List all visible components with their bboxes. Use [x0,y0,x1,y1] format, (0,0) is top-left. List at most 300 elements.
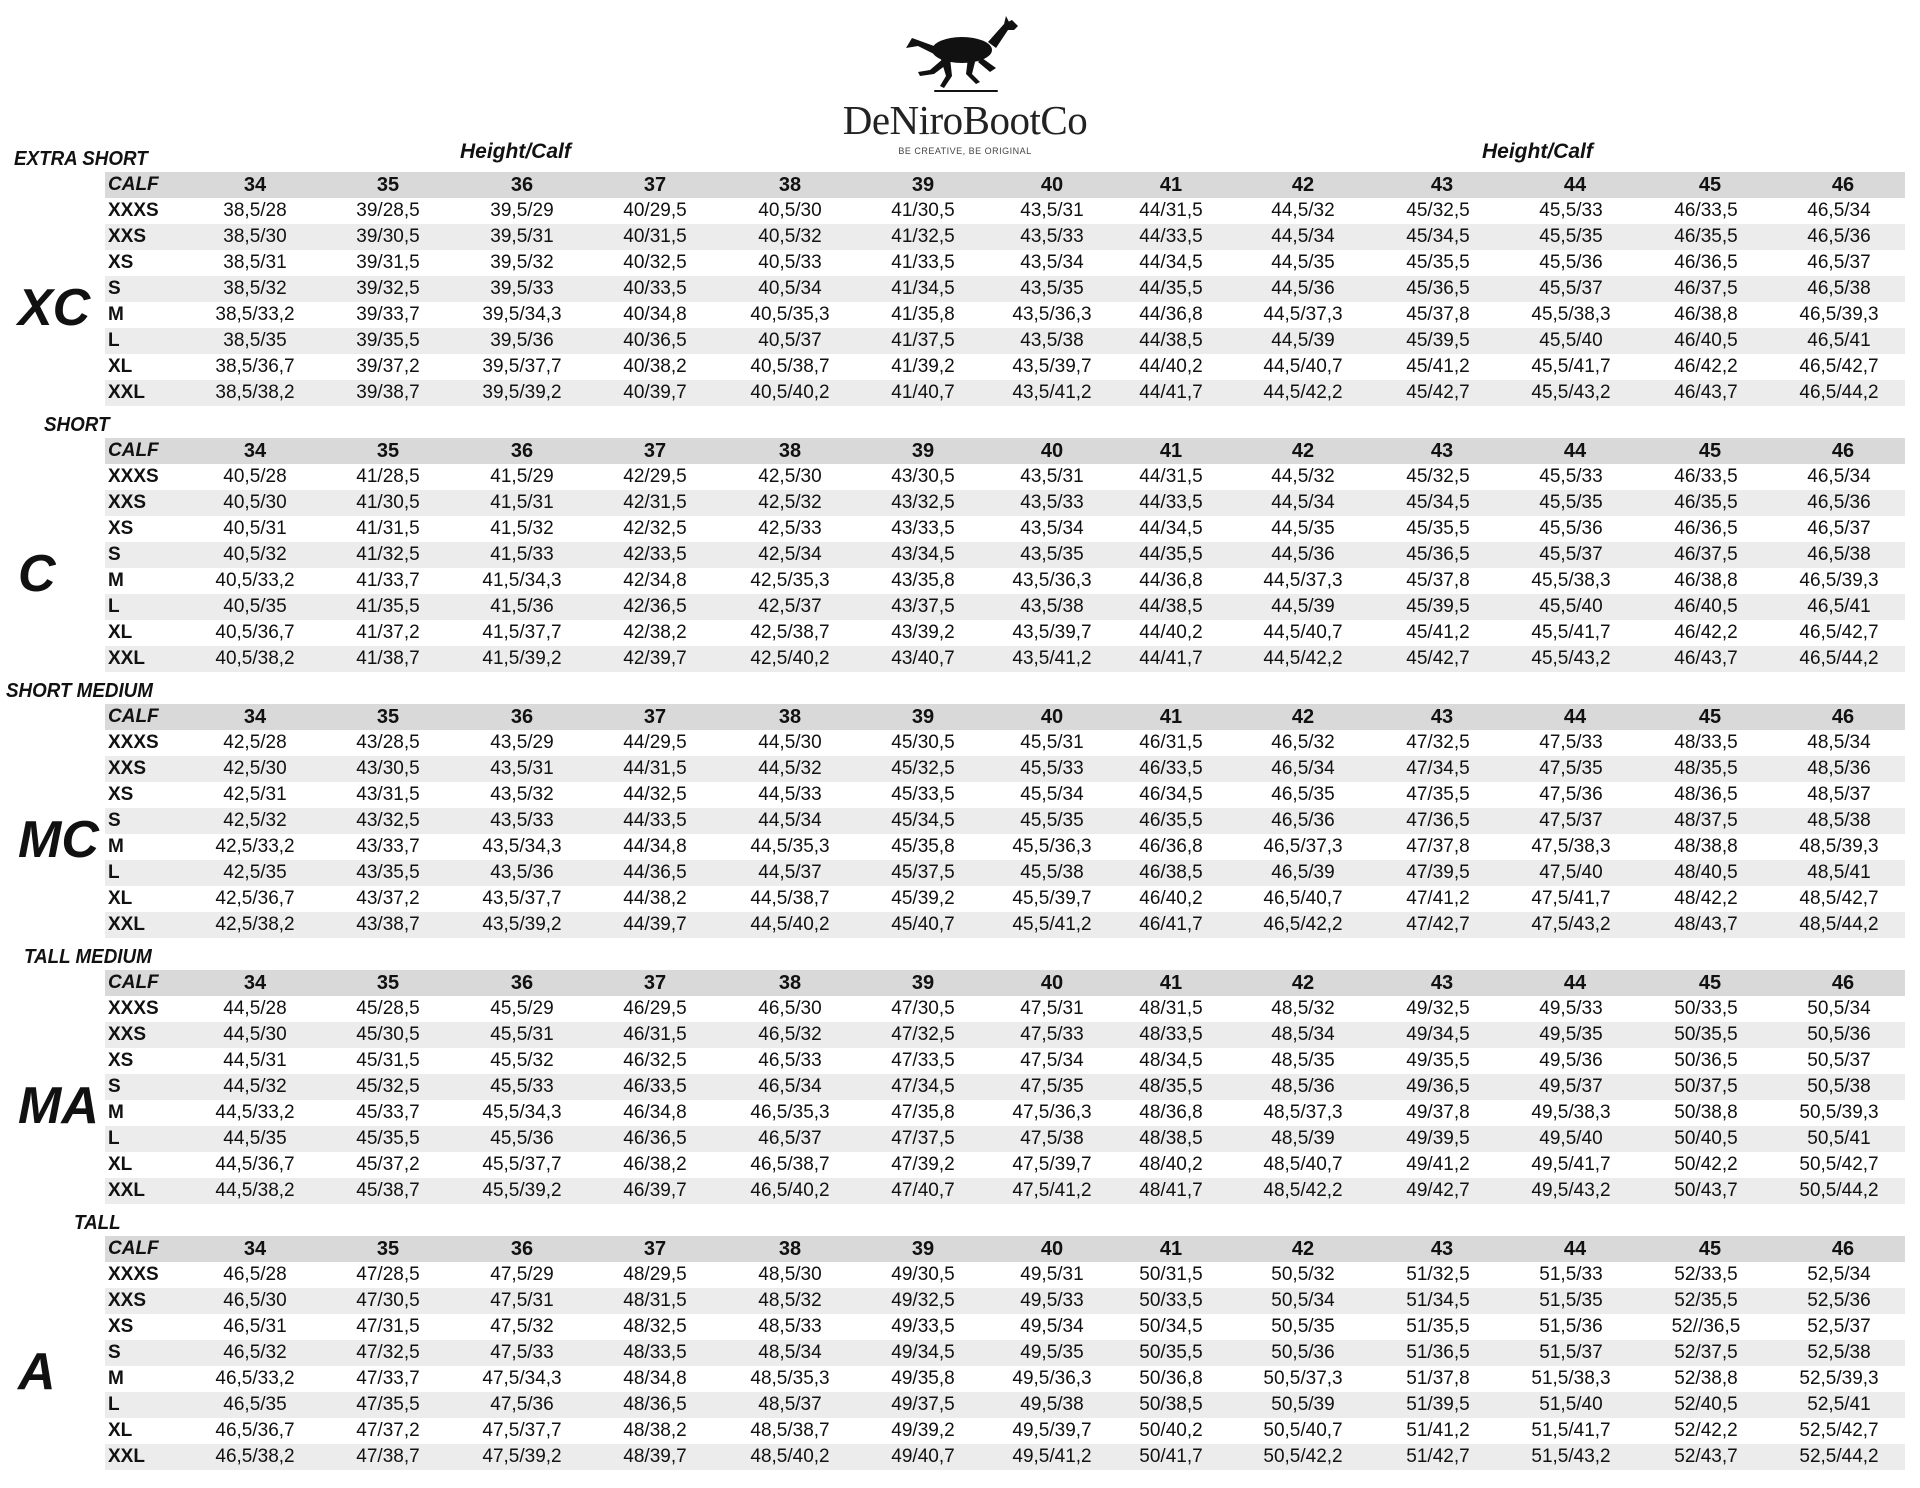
shoe-size-header: 39 [911,174,935,196]
size-label: M [108,836,124,857]
table-cell: 47/37,8 [1406,836,1470,857]
table-cell: 50/40,5 [1674,1128,1738,1149]
table-cell: 45/35,5 [1406,252,1470,273]
table-cell: 46,5/40,2 [750,1180,830,1201]
table-cell: 42/32,5 [623,518,687,539]
table-cell: 46/43,7 [1674,648,1738,669]
table-cell: 50/36,8 [1139,1368,1203,1389]
table-cell: 42,5/35,3 [750,570,830,591]
table-row [105,1074,1905,1100]
table-cell: 44/36,8 [1139,304,1203,325]
shoe-size-header: 39 [911,440,935,462]
table-cell: 47/28,5 [356,1264,420,1285]
table-cell: 50,5/44,2 [1799,1180,1879,1201]
table-cell: 45/30,5 [356,1024,420,1045]
table-cell: 48/31,5 [623,1290,687,1311]
table-cell: 50,5/41 [1807,1128,1871,1149]
size-label: XXS [108,758,147,779]
table-cell: 43,5/34,3 [482,836,562,857]
brand-logo [820,8,1110,158]
table-cell: 38,5/36,7 [215,356,295,377]
table-cell: 51,5/40 [1539,1394,1603,1415]
table-cell: 46/36,5 [623,1128,687,1149]
section-xc [0,148,1920,414]
table-cell: 43/31,5 [356,784,420,805]
table-row [105,198,1905,224]
table-cell: 49/37,5 [891,1394,955,1415]
table-cell: 44,5/35 [223,1128,287,1149]
table-cell: 45,5/34 [1020,784,1084,805]
table-cell: 52,5/34 [1807,1264,1871,1285]
table-cell: 51/42,7 [1406,1446,1470,1467]
table-cell: 42,5/37 [758,596,822,617]
size-label: L [108,1128,120,1149]
table-cell: 40,5/33,2 [215,570,295,591]
table-cell: 45/42,7 [1406,382,1470,403]
table-cell: 51/37,8 [1406,1368,1470,1389]
table-cell: 40,5/35,3 [750,304,830,325]
table-cell: 47/36,5 [1406,810,1470,831]
table-cell: 52,5/36 [1807,1290,1871,1311]
table-cell: 42/29,5 [623,466,687,487]
table-cell: 48/33,5 [623,1342,687,1363]
table-cell: 44,5/36 [1271,544,1335,565]
table-cell: 44,5/39 [1271,596,1335,617]
table-cell: 46/35,5 [1674,226,1738,247]
size-label: XS [108,1050,134,1071]
table-cell: 46,5/39,3 [1799,304,1879,325]
table-cell: 44/31,5 [1139,200,1203,221]
table-cell: 47/41,2 [1406,888,1470,909]
table-cell: 49,5/36,3 [1012,1368,1092,1389]
table-cell: 48/37,5 [1674,810,1738,831]
table-cell: 46,5/39 [1271,862,1335,883]
table-row [105,860,1905,886]
table-cell: 46/38,2 [623,1154,687,1175]
table-cell: 44,5/42,2 [1263,382,1343,403]
table-row [105,1392,1905,1418]
table-cell: 41/32,5 [356,544,420,565]
table-cell: 48/31,5 [1139,998,1203,1019]
size-label: XXL [108,382,145,403]
table-cell: 46,5/31 [223,1316,287,1337]
table-cell: 49,5/33 [1539,998,1603,1019]
table-cell: 47/40,7 [891,1180,955,1201]
table-cell: 46,5/28 [223,1264,287,1285]
table-row [105,1288,1905,1314]
table-cell: 46/37,5 [1674,544,1738,565]
table-cell: 51,5/43,2 [1531,1446,1611,1467]
table-cell: 45,5/35 [1539,226,1603,247]
table-cell: 48,5/40,2 [750,1446,830,1467]
table-cell: 43,5/41,2 [1012,382,1092,403]
table-cell: 45/37,8 [1406,570,1470,591]
table-cell: 42,5/40,2 [750,648,830,669]
table-cell: 39/28,5 [356,200,420,221]
table-cell: 46/33,5 [1674,200,1738,221]
size-label: XXXS [108,732,159,753]
table-cell: 44,5/30 [758,732,822,753]
table-cell: 44/29,5 [623,732,687,753]
table-cell: 40/29,5 [623,200,687,221]
size-label: XS [108,784,134,805]
table-row [105,276,1905,302]
section-ma [0,946,1920,1212]
table-cell: 46/29,5 [623,998,687,1019]
table-cell: 45/32,5 [891,758,955,779]
table-cell: 45/36,5 [1406,278,1470,299]
shoe-size-header: 43 [1430,1238,1454,1260]
table-cell: 46,5/36,7 [215,1420,295,1441]
table-cell: 45,5/41,7 [1531,356,1611,377]
table-cell: 52/40,5 [1674,1394,1738,1415]
table-cell: 40/39,7 [623,382,687,403]
table-cell: 46,5/30 [223,1290,287,1311]
table-cell: 47,5/29 [490,1264,554,1285]
table-cell: 48/36,5 [1674,784,1738,805]
section-c [0,414,1920,680]
table-cell: 40,5/35 [223,596,287,617]
shoe-size-header: 46 [1831,1238,1855,1260]
table-cell: 46/42,2 [1674,356,1738,377]
shoe-size-header: 42 [1291,174,1315,196]
shoe-size-header: 43 [1430,706,1454,728]
table-cell: 44/32,5 [623,784,687,805]
table-cell: 50/36,5 [1674,1050,1738,1071]
table-cell: 46,5/34 [1271,758,1335,779]
table-cell: 40,5/38,7 [750,356,830,377]
table-cell: 47,5/39,7 [1012,1154,1092,1175]
size-label: XXL [108,1446,145,1467]
table-row [105,328,1905,354]
table-cell: 40,5/38,2 [215,648,295,669]
table-cell: 52/42,2 [1674,1420,1738,1441]
table-cell: 49/42,7 [1406,1180,1470,1201]
table-cell: 50,5/35 [1271,1316,1335,1337]
table-cell: 39/37,2 [356,356,420,377]
table-cell: 52/38,8 [1674,1368,1738,1389]
shoe-size-header: 40 [1040,972,1064,994]
shoe-size-header: 34 [243,174,267,196]
section-title: TALL [74,1212,121,1234]
table-cell: 44,5/34 [758,810,822,831]
table-cell: 44/41,7 [1139,648,1203,669]
table-cell: 44/31,5 [1139,466,1203,487]
table-cell: 46/43,7 [1674,382,1738,403]
table-cell: 48,5/36 [1807,758,1871,779]
table-cell: 49,5/39,7 [1012,1420,1092,1441]
table-cell: 48,5/37 [1807,784,1871,805]
table-row [105,1048,1905,1074]
table-row [105,1178,1905,1204]
shoe-size-header: 37 [643,972,667,994]
height-calf-label-right: Height/Calf [1482,140,1593,163]
section-code: A [18,1343,56,1401]
table-cell: 41/32,5 [891,226,955,247]
table-cell: 40/31,5 [623,226,687,247]
table-cell: 45,5/31 [490,1024,554,1045]
shoe-size-header: 44 [1563,174,1587,196]
table-cell: 52,5/39,3 [1799,1368,1879,1389]
table-cell: 48,5/38,7 [750,1420,830,1441]
table-cell: 48/34,5 [1139,1050,1203,1071]
table-cell: 50,5/36 [1807,1024,1871,1045]
table-cell: 47/31,5 [356,1316,420,1337]
table-cell: 41/38,7 [356,648,420,669]
table-cell: 41/40,7 [891,382,955,403]
table-row [105,730,1905,756]
table-cell: 46,5/41 [1807,330,1871,351]
table-cell: 44,5/39 [1271,330,1335,351]
table-cell: 47,5/39,2 [482,1446,562,1467]
table-cell: 42,5/38,7 [750,622,830,643]
table-cell: 44,5/28 [223,998,287,1019]
table-cell: 46,5/40,7 [1263,888,1343,909]
table-cell: 43,5/39,2 [482,914,562,935]
table-cell: 50/35,5 [1674,1024,1738,1045]
shoe-size-header: 34 [243,706,267,728]
section-code: MC [18,811,99,869]
table-cell: 46/39,7 [623,1180,687,1201]
size-label: M [108,1102,124,1123]
table-cell: 49,5/34 [1020,1316,1084,1337]
table-cell: 45/40,7 [891,914,955,935]
shoe-size-header: 42 [1291,1238,1315,1260]
table-cell: 50/33,5 [1674,998,1738,1019]
table-cell: 38,5/35 [223,330,287,351]
table-row [105,302,1905,328]
table-cell: 44,5/38,7 [750,888,830,909]
calf-label: CALF [108,174,159,195]
table-cell: 46,5/36 [1271,810,1335,831]
table-cell: 43/37,2 [356,888,420,909]
table-cell: 45/35,8 [891,836,955,857]
table-cell: 45/31,5 [356,1050,420,1071]
shoe-size-header: 45 [1698,174,1722,196]
table-cell: 46,5/36 [1807,492,1871,513]
table-row [105,542,1905,568]
table-cell: 44,5/37,3 [1263,304,1343,325]
table-cell: 45/37,8 [1406,304,1470,325]
table-cell: 40,5/32 [223,544,287,565]
size-label: XL [108,622,133,643]
table-cell: 47/33,7 [356,1368,420,1389]
size-label: XS [108,252,134,273]
table-cell: 38,5/38,2 [215,382,295,403]
size-label: XXS [108,1290,147,1311]
table-cell: 50/43,7 [1674,1180,1738,1201]
table-cell: 40/38,2 [623,356,687,377]
table-cell: 49,5/40 [1539,1128,1603,1149]
table-cell: 52/37,5 [1674,1342,1738,1363]
table-cell: 45,5/36,3 [1012,836,1092,857]
shoe-size-header: 44 [1563,706,1587,728]
table-cell: 52,5/42,7 [1799,1420,1879,1441]
table-row [105,1314,1905,1340]
table-cell: 45/36,5 [1406,544,1470,565]
table-cell: 45/34,5 [1406,226,1470,247]
table-cell: 46,5/42,7 [1799,622,1879,643]
table-cell: 43,5/29 [490,732,554,753]
table-cell: 38,5/31 [223,252,287,273]
table-cell: 48/42,2 [1674,888,1738,909]
table-cell: 44,5/36 [1271,278,1335,299]
height-calf-label-left: Height/Calf [460,140,571,163]
table-cell: 52,5/41 [1807,1394,1871,1415]
table-cell: 38,5/30 [223,226,287,247]
table-cell: 39,5/29 [490,200,554,221]
table-cell: 44,5/34 [1271,492,1335,513]
table-cell: 47/34,5 [1406,758,1470,779]
size-label: XXXS [108,466,159,487]
table-cell: 52/33,5 [1674,1264,1738,1285]
table-cell: 44,5/34 [1271,226,1335,247]
table-cell: 44,5/32 [758,758,822,779]
table-row [105,996,1905,1022]
table-cell: 47,5/33 [490,1342,554,1363]
table-cell: 45/39,5 [1406,330,1470,351]
table-cell: 43,5/38 [1020,330,1084,351]
table-cell: 41/34,5 [891,278,955,299]
table-cell: 41/28,5 [356,466,420,487]
size-table [105,172,1905,406]
table-cell: 43,5/36 [490,862,554,883]
table-cell: 47,5/43,2 [1531,914,1611,935]
table-cell: 46,5/36 [1807,226,1871,247]
table-cell: 45,5/36 [1539,518,1603,539]
table-cell: 40/33,5 [623,278,687,299]
table-cell: 43,5/33 [490,810,554,831]
table-cell: 39/35,5 [356,330,420,351]
size-label: XXS [108,226,147,247]
table-cell: 50,5/36 [1271,1342,1335,1363]
table-cell: 44,5/30 [223,1024,287,1045]
table-cell: 42,5/34 [758,544,822,565]
table-cell: 44,5/35 [1271,518,1335,539]
table-cell: 39,5/39,2 [482,382,562,403]
table-cell: 44,5/36,7 [215,1154,295,1175]
size-table [105,1236,1905,1470]
calf-label: CALF [108,440,159,461]
table-cell: 44,5/32 [1271,466,1335,487]
table-cell: 44,5/40,7 [1263,622,1343,643]
section-code: XC [18,279,91,337]
table-cell: 42,5/35 [223,862,287,883]
table-cell: 46/35,5 [1139,810,1203,831]
table-row [105,516,1905,542]
table-cell: 50/34,5 [1139,1316,1203,1337]
table-cell: 48/35,5 [1674,758,1738,779]
section-mc [0,680,1920,946]
table-cell: 45,5/33 [1539,200,1603,221]
shoe-size-header: 36 [510,440,534,462]
table-cell: 40,5/37 [758,330,822,351]
shoe-size-header: 37 [643,1238,667,1260]
table-cell: 45,5/38,3 [1531,304,1611,325]
table-cell: 45,5/40 [1539,330,1603,351]
table-cell: 45,5/33 [1020,758,1084,779]
table-cell: 47,5/33 [1020,1024,1084,1045]
table-cell: 47/38,7 [356,1446,420,1467]
table-cell: 46/36,5 [1674,518,1738,539]
table-cell: 49/32,5 [1406,998,1470,1019]
table-cell: 49/40,7 [891,1446,955,1467]
size-label: M [108,1368,124,1389]
table-cell: 45/39,5 [1406,596,1470,617]
shoe-size-header: 46 [1831,706,1855,728]
table-cell: 46/35,5 [1674,492,1738,513]
table-cell: 46/38,5 [1139,862,1203,883]
table-cell: 46,5/32 [758,1024,822,1045]
table-cell: 48,5/37,3 [1263,1102,1343,1123]
table-cell: 45,5/37,7 [482,1154,562,1175]
table-cell: 51/35,5 [1406,1316,1470,1337]
table-cell: 47/35,8 [891,1102,955,1123]
table-cell: 46,5/42,2 [1263,914,1343,935]
table-cell: 45,5/34,3 [482,1102,562,1123]
table-cell: 42/33,5 [623,544,687,565]
calf-label: CALF [108,972,159,993]
shoe-size-header: 39 [911,1238,935,1260]
table-cell: 38,5/28 [223,200,287,221]
shoe-size-header: 38 [778,440,802,462]
table-cell: 46,5/35,3 [750,1102,830,1123]
table-cell: 45/34,5 [1406,492,1470,513]
table-cell: 39,5/31 [490,226,554,247]
table-cell: 42/39,7 [623,648,687,669]
table-cell: 45/30,5 [891,732,955,753]
table-cell: 45,5/31 [1020,732,1084,753]
table-cell: 47/35,5 [356,1394,420,1415]
table-cell: 48,5/39 [1271,1128,1335,1149]
table-cell: 43/34,5 [891,544,955,565]
size-label: S [108,544,121,565]
size-label: XXL [108,1180,145,1201]
shoe-size-header: 40 [1040,174,1064,196]
table-cell: 50/35,5 [1139,1342,1203,1363]
table-cell: 43,5/39,7 [1012,622,1092,643]
table-cell: 46/34,8 [623,1102,687,1123]
table-cell: 46,5/37 [1807,252,1871,273]
shoe-size-header: 45 [1698,706,1722,728]
table-cell: 45,5/36 [1539,252,1603,273]
shoe-size-header: 41 [1159,1238,1183,1260]
table-cell: 44/33,5 [1139,226,1203,247]
size-label: M [108,304,124,325]
table-cell: 46,5/32 [1271,732,1335,753]
table-cell: 51/32,5 [1406,1264,1470,1285]
table-cell: 47,5/36 [490,1394,554,1415]
table-cell: 50/37,5 [1674,1076,1738,1097]
table-cell: 42,5/30 [223,758,287,779]
table-cell: 48,5/34 [1271,1024,1335,1045]
table-cell: 46/40,2 [1139,888,1203,909]
table-cell: 44,5/33,2 [215,1102,295,1123]
table-cell: 43/32,5 [356,810,420,831]
table-row [105,1366,1905,1392]
size-label: M [108,570,124,591]
table-cell: 40/32,5 [623,252,687,273]
table-cell: 46/33,5 [1139,758,1203,779]
header-row [105,1236,1905,1262]
table-cell: 47,5/35 [1539,758,1603,779]
table-cell: 50,5/38 [1807,1076,1871,1097]
table-cell: 43,5/34 [1020,518,1084,539]
shoe-size-header: 41 [1159,174,1183,196]
shoe-size-header: 36 [510,706,534,728]
table-cell: 52,5/37 [1807,1316,1871,1337]
table-cell: 43/30,5 [356,758,420,779]
